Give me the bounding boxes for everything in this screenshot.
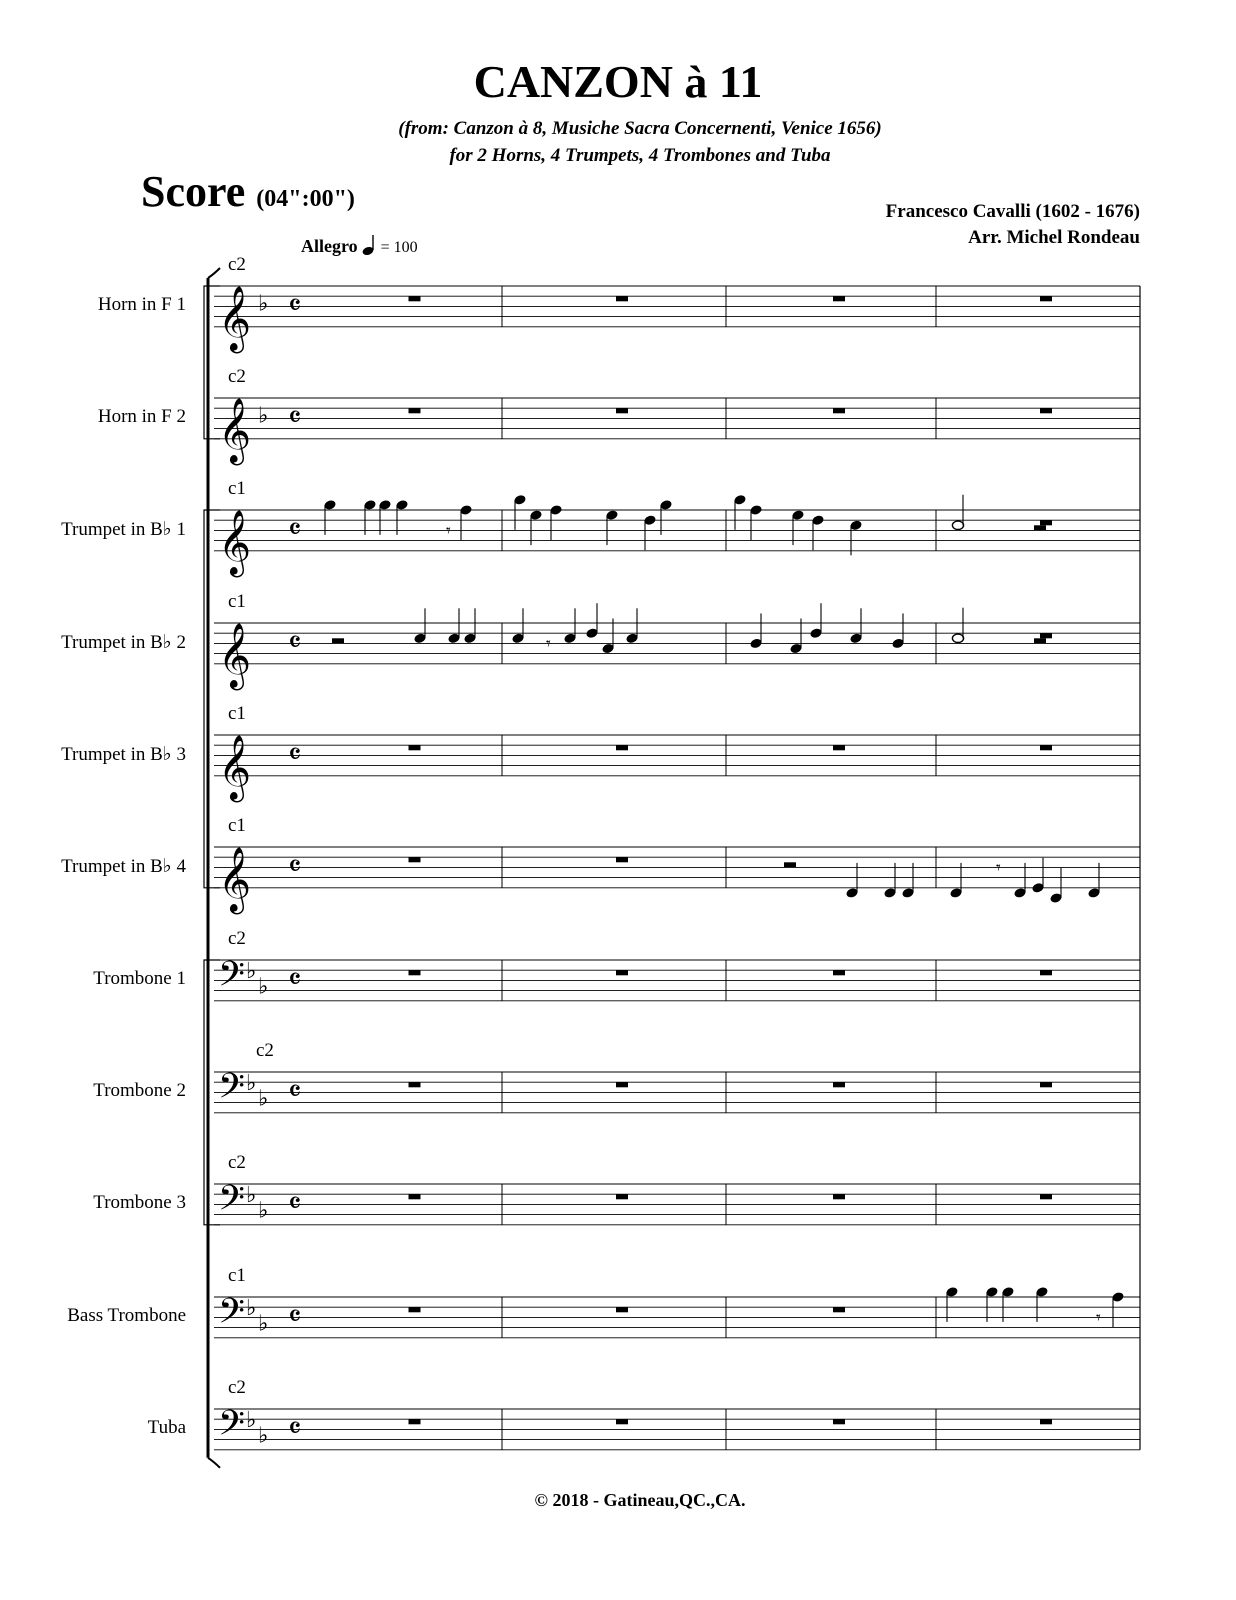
- common-time-icon: 𝄴: [288, 512, 302, 548]
- instrument-name: Trombone 1: [93, 968, 186, 990]
- flat-key-icon: ♭: [258, 1423, 269, 1449]
- instrument-name: Horn in F 2: [97, 406, 186, 428]
- instrument-name: Horn in F 1: [97, 294, 186, 316]
- whole-rest: [616, 1307, 628, 1312]
- half-rest: [332, 638, 344, 643]
- flat-key-icon: ♭: [246, 1296, 257, 1322]
- bracket-top-hook: [208, 268, 220, 278]
- whole-rest: [1040, 1419, 1052, 1424]
- flat-key-icon: ♭: [246, 959, 257, 985]
- part-mark: c2: [228, 928, 246, 949]
- part-mark: c1: [228, 703, 246, 724]
- common-time-icon: 𝄴: [288, 625, 302, 661]
- whole-rest: [1040, 408, 1052, 413]
- whole-rest: [616, 745, 628, 750]
- whole-rest: [833, 408, 845, 413]
- whole-rest: [1040, 296, 1052, 301]
- common-time-icon: 𝄴: [288, 737, 302, 773]
- common-time-icon: 𝄴: [288, 1074, 302, 1110]
- whole-rest: [409, 1307, 421, 1312]
- score-label: Score: [141, 167, 246, 216]
- part-mark: c2: [228, 1152, 246, 1173]
- whole-rest: [409, 857, 421, 862]
- whole-rest: [409, 296, 421, 301]
- flat-key-icon: ♭: [246, 1408, 257, 1434]
- common-time-icon: 𝄴: [288, 400, 302, 436]
- instrument-name: Trumpet in B♭ 3: [61, 744, 186, 766]
- arranger: Arr. Michel Rondeau: [968, 227, 1140, 248]
- whole-rest: [1040, 745, 1052, 750]
- whole-rest: [616, 408, 628, 413]
- tempo-value: = 100: [380, 239, 418, 256]
- part-mark: c2: [228, 1377, 246, 1398]
- eighth-rest-icon: 𝄾: [546, 633, 551, 655]
- part-mark: c1: [228, 815, 246, 836]
- bass-clef-icon: 𝄢: [218, 1177, 246, 1227]
- whole-rest: [616, 970, 628, 975]
- common-time-icon: 𝄴: [288, 1411, 302, 1447]
- flat-key-icon: ♭: [246, 1071, 257, 1097]
- flat-key-icon: ♭: [258, 1311, 269, 1337]
- common-time-icon: 𝄴: [288, 1299, 302, 1335]
- whole-rest: [616, 1194, 628, 1199]
- score-title: CANZON à 11: [473, 56, 763, 107]
- flat-key-icon: ♭: [258, 974, 269, 1000]
- part-mark: c2: [228, 254, 246, 275]
- composer: Francesco Cavalli (1602 - 1676): [885, 201, 1140, 222]
- instrument-name: Tuba: [147, 1417, 186, 1439]
- part-mark: c1: [228, 591, 246, 612]
- bracket-bottom-hook: [208, 1458, 220, 1468]
- instrument-name: Bass Trombone: [67, 1305, 186, 1327]
- common-time-icon: 𝄴: [288, 1186, 302, 1222]
- eighth-rest-icon: 𝄾: [1096, 1307, 1101, 1329]
- flat-key-icon: ♭: [246, 1183, 257, 1209]
- whole-rest: [833, 1307, 845, 1312]
- flat-key-icon: ♭: [258, 291, 269, 317]
- whole-rest: [833, 970, 845, 975]
- half-note-head: [952, 634, 963, 642]
- flat-key-icon: ♭: [258, 1086, 269, 1112]
- half-rest: [1034, 525, 1046, 530]
- flat-key-icon: ♭: [258, 1198, 269, 1224]
- instrument-name: Trombone 3: [93, 1192, 186, 1214]
- tempo-text: Allegro: [301, 236, 358, 256]
- whole-rest: [409, 1194, 421, 1199]
- eighth-rest-icon: 𝄾: [996, 857, 1001, 879]
- treble-clef-icon: 𝄞: [218, 509, 252, 575]
- whole-rest: [409, 1082, 421, 1087]
- instrument-name: Trumpet in B♭ 2: [61, 632, 186, 654]
- part-mark: c1: [228, 1265, 246, 1286]
- common-time-icon: 𝄴: [288, 849, 302, 885]
- whole-rest: [409, 1419, 421, 1424]
- whole-rest: [1040, 1082, 1052, 1087]
- whole-rest: [616, 1419, 628, 1424]
- whole-rest: [1040, 970, 1052, 975]
- whole-rest: [833, 296, 845, 301]
- treble-clef-icon: 𝄞: [218, 734, 252, 800]
- instrument-name: Trumpet in B♭ 1: [61, 519, 186, 541]
- instrument-name: Trumpet in B♭ 4: [61, 856, 186, 878]
- treble-clef-icon: 𝄞: [218, 285, 252, 351]
- whole-rest: [409, 408, 421, 413]
- copyright-footer: © 2018 - Gatineau,QC.,CA.: [534, 1490, 746, 1510]
- eighth-rest-icon: 𝄾: [446, 520, 451, 542]
- half-rest: [784, 862, 796, 867]
- whole-rest: [833, 745, 845, 750]
- common-time-icon: 𝄴: [288, 962, 302, 998]
- subtitle-instrumentation: for 2 Horns, 4 Trumpets, 4 Trombones and Tuba: [449, 145, 831, 166]
- whole-rest: [1040, 520, 1052, 525]
- whole-rest: [616, 1082, 628, 1087]
- part-mark: c2: [228, 366, 246, 387]
- bass-clef-icon: 𝄢: [218, 1065, 246, 1115]
- half-rest: [1034, 638, 1046, 643]
- whole-rest: [1040, 1194, 1052, 1199]
- whole-rest: [616, 857, 628, 862]
- whole-rest: [409, 970, 421, 975]
- bass-clef-icon: 𝄢: [218, 1402, 246, 1452]
- score-duration: (04":00"): [256, 186, 355, 212]
- treble-clef-icon: 𝄞: [218, 846, 252, 912]
- part-mark: c1: [228, 478, 246, 499]
- half-note-head: [952, 521, 963, 529]
- whole-rest: [833, 1419, 845, 1424]
- whole-rest: [1040, 633, 1052, 638]
- whole-rest: [616, 296, 628, 301]
- common-time-icon: 𝄴: [288, 288, 302, 324]
- part-mark: c2: [256, 1040, 274, 1061]
- treble-clef-icon: 𝄞: [218, 397, 252, 463]
- flat-key-icon: ♭: [258, 403, 269, 429]
- whole-rest: [409, 745, 421, 750]
- bass-clef-icon: 𝄢: [218, 1290, 246, 1340]
- bass-clef-icon: 𝄢: [218, 953, 246, 1003]
- whole-rest: [833, 1082, 845, 1087]
- instrument-name: Trombone 2: [93, 1080, 186, 1102]
- subtitle-source: (from: Canzon à 8, Musiche Sacra Concernenti, Venice 1656): [398, 118, 882, 139]
- whole-rest: [833, 1194, 845, 1199]
- treble-clef-icon: 𝄞: [218, 622, 252, 688]
